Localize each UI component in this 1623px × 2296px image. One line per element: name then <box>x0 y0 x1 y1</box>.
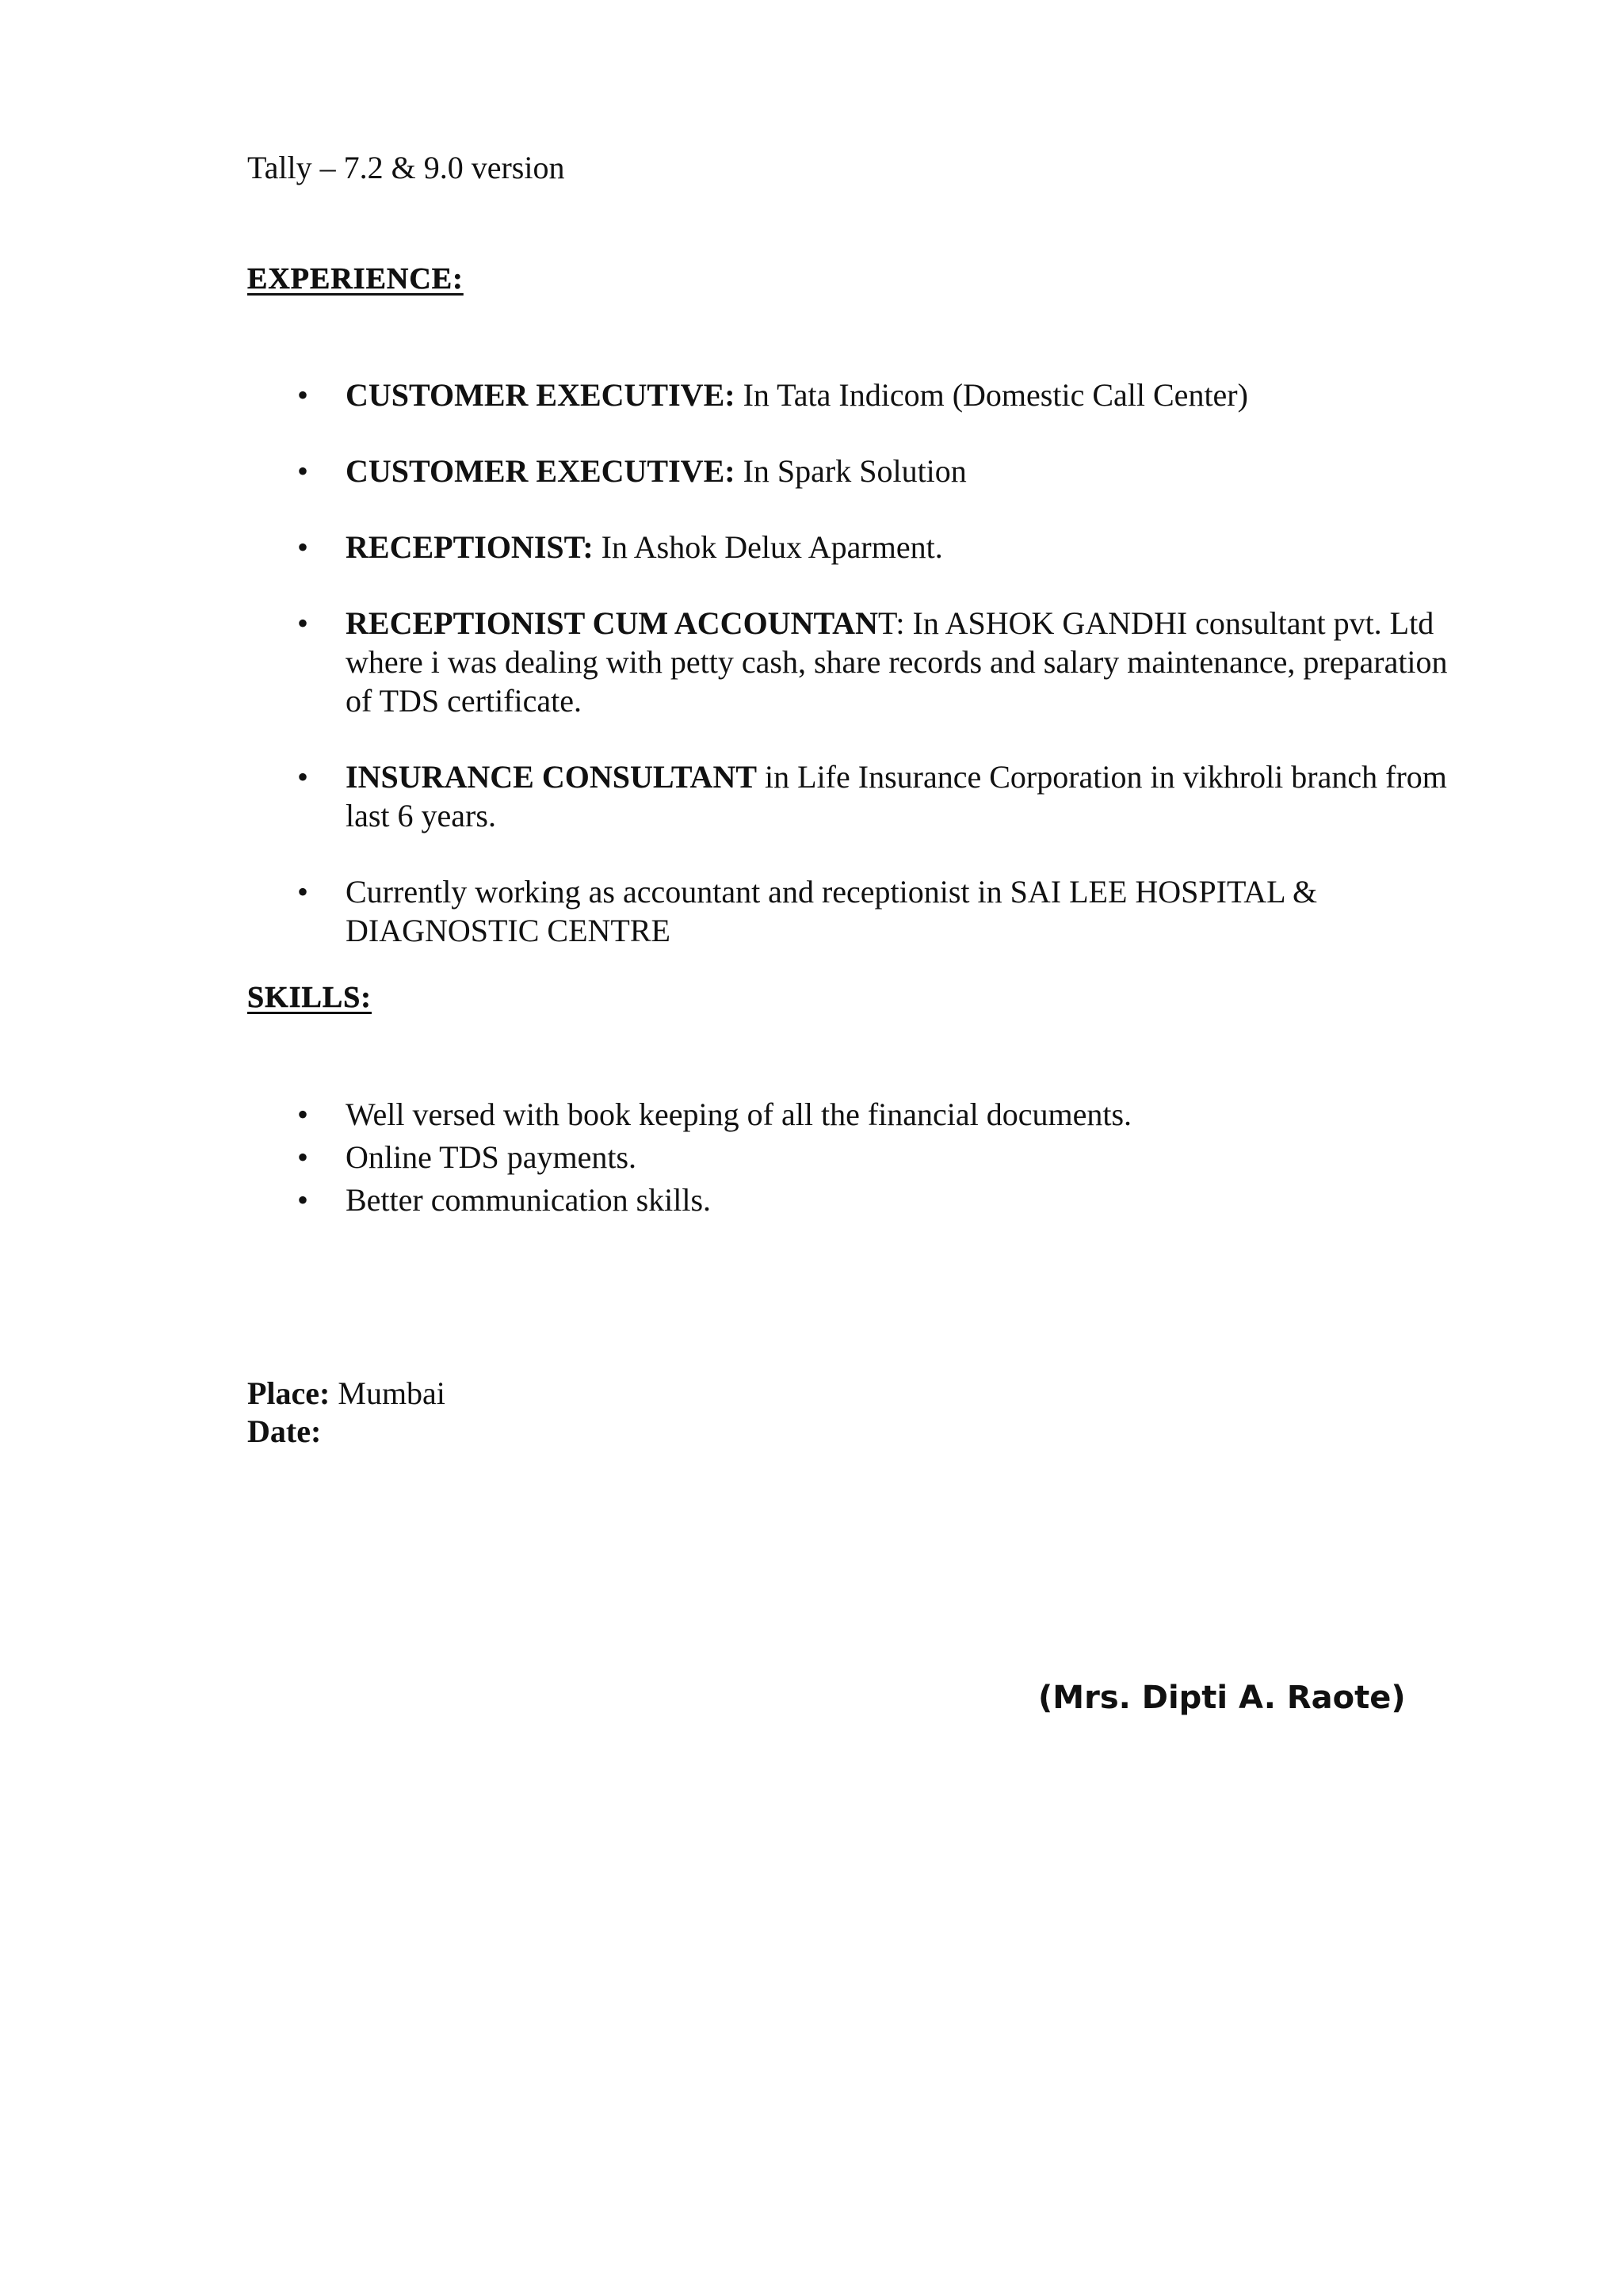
place-label: Place: <box>247 1375 330 1411</box>
list-item <box>295 604 1455 720</box>
job-detail: In Tata Indicom (Domestic Call Center) <box>735 377 1248 413</box>
job-detail: In Ashok Delux Aparment. <box>593 529 943 565</box>
experience-list <box>295 376 1455 950</box>
list-item <box>295 1179 1455 1222</box>
bullet-icon: • <box>296 874 308 910</box>
list-item <box>295 528 1455 566</box>
place-value: Mumbai <box>330 1375 445 1411</box>
bullet-icon: • <box>296 529 308 565</box>
list-item <box>295 872 1455 950</box>
bullet-icon: • <box>296 759 308 795</box>
list-item <box>295 757 1455 835</box>
experience-heading: EXPERIENCE: <box>247 262 464 296</box>
list-item <box>295 452 1455 490</box>
job-title: CUSTOMER EXECUTIVE: <box>346 453 735 489</box>
job-title: CUSTOMER EXECUTIVE: <box>346 377 735 413</box>
bullet-icon: • <box>296 1097 308 1132</box>
skills-list <box>295 1093 1455 1222</box>
bullet-icon: • <box>296 377 308 413</box>
skill-text: Online TDS payments. <box>346 1139 637 1175</box>
skill-text: Better communication skills. <box>346 1182 712 1218</box>
bullet-icon: • <box>296 1182 308 1218</box>
bullet-icon: • <box>296 453 308 489</box>
bullet-icon: • <box>296 1139 308 1175</box>
skills-heading: SKILLS: <box>247 981 372 1014</box>
date-line <box>247 1412 321 1451</box>
list-item <box>295 1136 1455 1179</box>
job-title: INSURANCE CONSULTANT <box>346 759 758 795</box>
list-item <box>295 376 1455 414</box>
job-detail: In Spark Solution <box>735 453 967 489</box>
job-detail: Currently working as accountant and receptionist in SAI LEE HOSPITAL & DIAGNOSTIC CENTRE <box>346 874 1318 948</box>
bullet-icon: • <box>296 605 308 641</box>
list-item <box>295 1093 1455 1136</box>
place-line <box>247 1374 445 1413</box>
job-title: RECEPTIONIST CUM ACCOUNTAN <box>346 605 878 641</box>
software-line: Tally – 7.2 & 9.0 version <box>247 150 565 185</box>
job-detail: in Life Insurance Corporation in vikhroli branch from last 6 years. <box>346 759 1447 833</box>
signature-name: (Mrs. Dipti A. Raote) <box>1038 1680 1406 1716</box>
job-detail: T: In ASHOK GANDHI consultant pvt. Ltd where i was dealing with petty cash, share records and salary maintenance, preparation of TDS certificate. <box>346 605 1448 719</box>
job-title: RECEPTIONIST: <box>346 529 594 565</box>
skill-text: Well versed with book keeping of all the financial documents. <box>346 1097 1132 1132</box>
date-label: Date: <box>247 1413 322 1449</box>
